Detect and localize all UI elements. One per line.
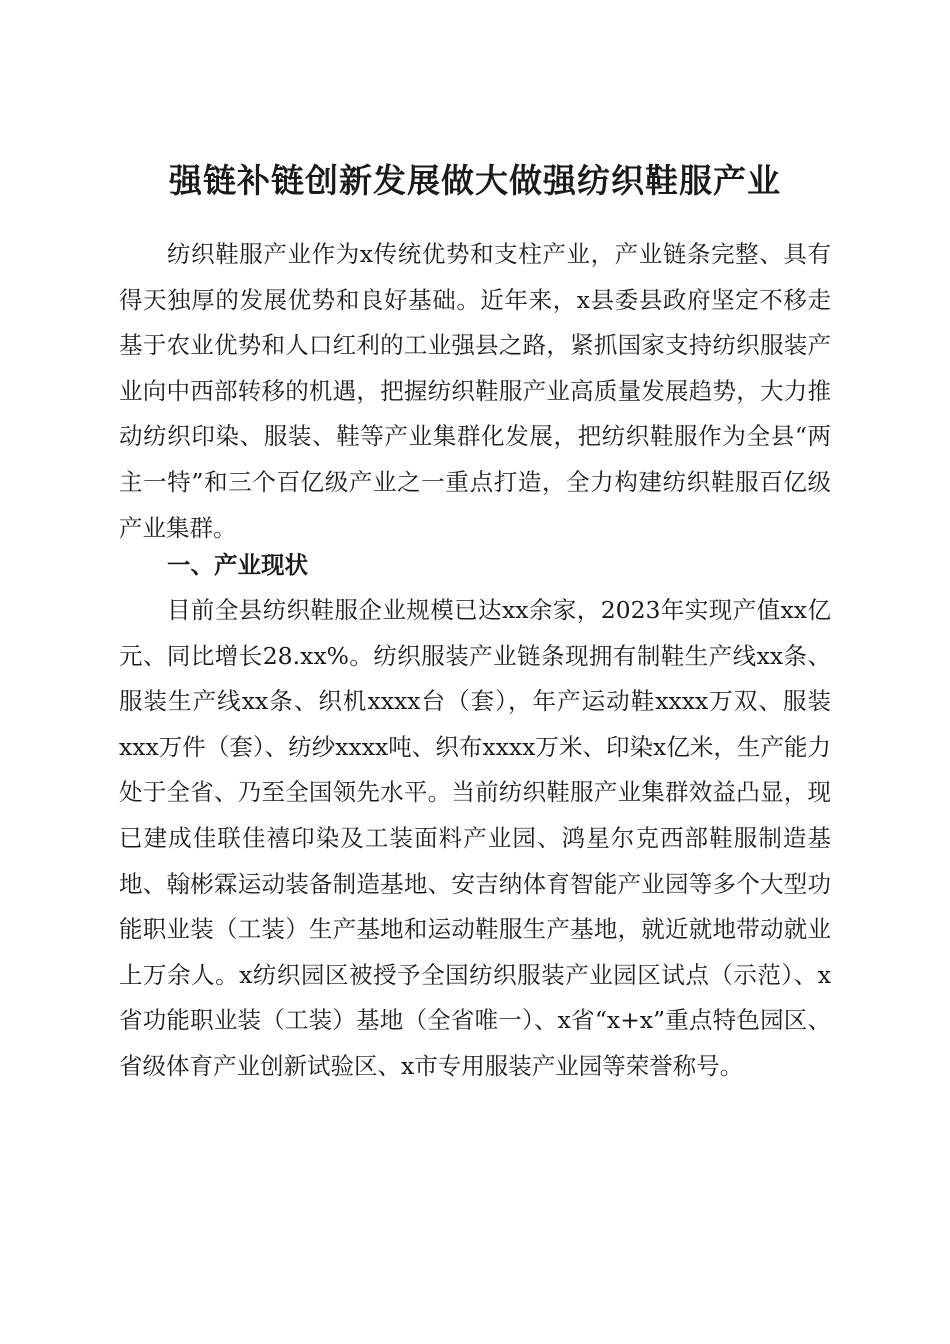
intro-paragraph: 纺织鞋服产业作为x传统优势和支柱产业，产业链条完整、具有得天独厚的发展优势和良好基础。近年来，x县委县政府坚定不移走基于农业优势和人口红利的工业强县之路，紧抓国家支持纺织服装产业向中西部转移的机遇，把握纺织鞋服产业高质量发展趋势，大力推动纺织印染、服装、鞋等产业集群化发展，把纺织鞋服作为全县“两主一特”和三个百亿级产业之一重点打造，全力构建纺织鞋服百亿级产业集群。 xyxy=(119,240,831,542)
document-title: 强链补链创新发展做大做强纺织鞋服产业 xyxy=(169,161,781,201)
industry-status-paragraph: 目前全县纺织鞋服企业规模已达xx余家，2023年实现产值xx亿元、同比增长28.xx%。纺织服装产业链条现拥有制鞋生产线xx条、服装生产线xx条、织机xxxx台（套），年产运动鞋xxxx万双、服装xxx万件（套）、纺纱xxxx吨、织布xxxx万米、印染x亿米，生产能力处于全省、乃至全国领先水平。当前纺织鞋服产业集群效益凸显，现已建成佳联佳禧印染及工装面料产业园、鸿星尔克西部鞋服制造基地、翰彬霖运动装备制造基地、安吉纳体育智能产业园等多个大型功能职业装（工装）生产基地和运动鞋服生产基地，就近就地带动就业上万余人。x纺织园区被授予全国纺织服装产业园区试点（示范）、x省功能职业装（工装）基地（全省唯一）、x省“x+x”重点特色园区、省级体育产业创新试验区、x市专用服装产业园等荣誉称号。 xyxy=(119,596,831,1080)
section-heading-industry-status: 一、产业现状 xyxy=(167,551,308,579)
